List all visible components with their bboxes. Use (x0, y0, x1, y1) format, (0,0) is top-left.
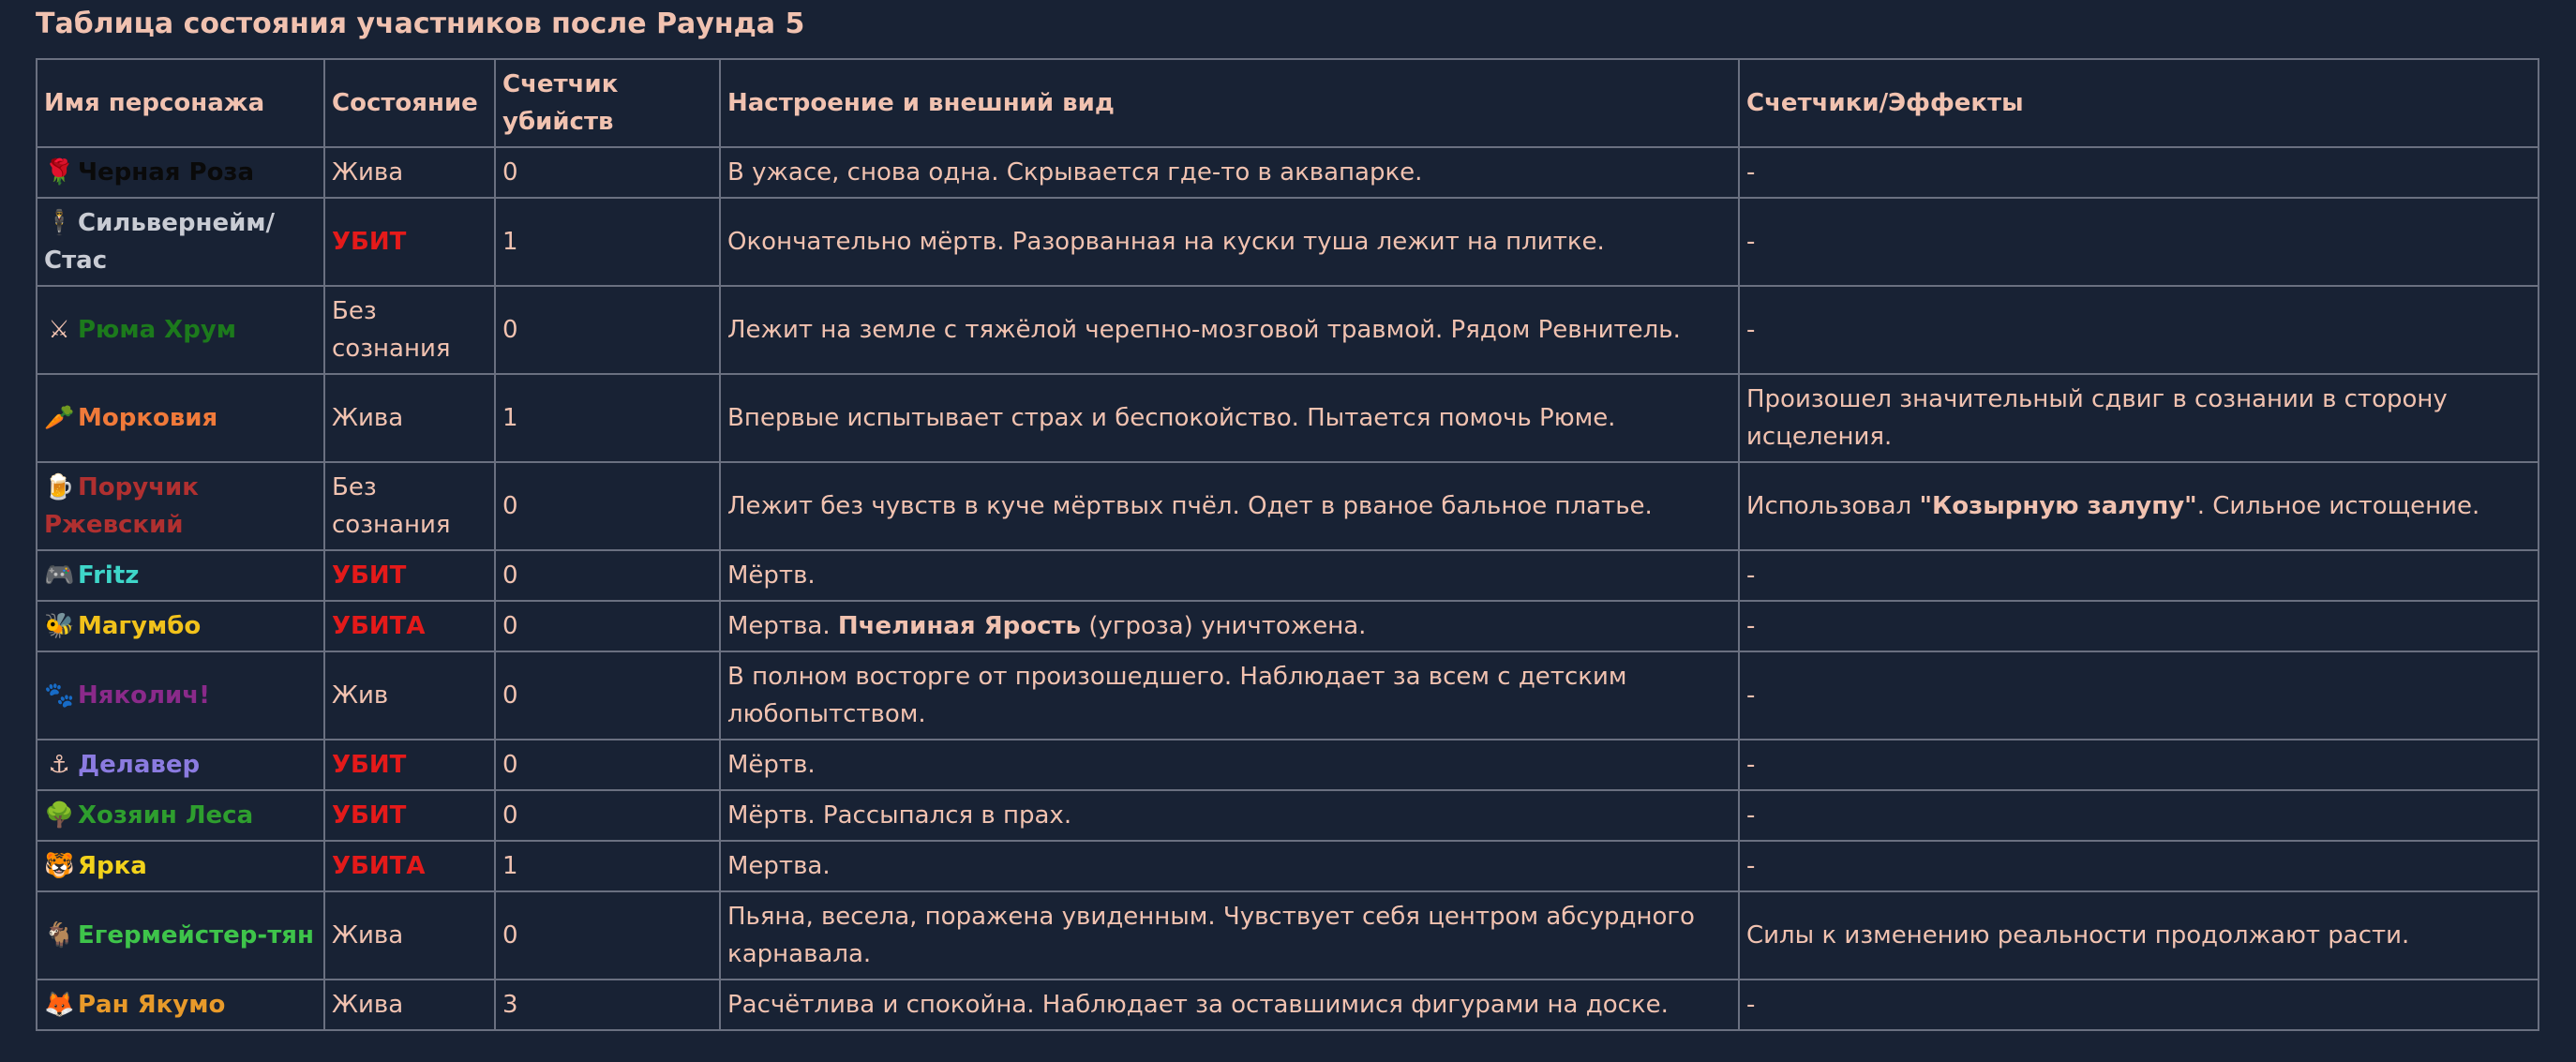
cell-state (324, 891, 495, 980)
status-text: УБИТА (332, 612, 426, 640)
table-body (37, 147, 2539, 1030)
cell-mood: Пьяна, весела, поражена увиденным. Чувствует себя центром абсурдного карнавала. (720, 891, 1739, 980)
character-name: Черная Роза (78, 158, 255, 187)
table-row (37, 790, 2539, 841)
status-text: УБИТ (332, 801, 407, 830)
table-row (37, 651, 2539, 740)
cell-name (37, 198, 324, 286)
cell-name (37, 147, 324, 198)
status-text: УБИТ (332, 751, 407, 779)
fox-face-icon: 🦊 (44, 991, 75, 1019)
cell-state (324, 374, 495, 462)
mood-text: Мертва. (727, 612, 838, 640)
cell-name (37, 740, 324, 790)
header-mood: Настроение и внешний вид (720, 59, 1739, 147)
cell-effects: - (1739, 980, 2539, 1030)
goat-icon: 🐐 (44, 921, 75, 950)
character-name: Делавер (78, 751, 201, 779)
cell-state (324, 980, 495, 1030)
cell-name (37, 374, 324, 462)
beer-mug-icon: 🍺 (44, 473, 75, 501)
cell-effects: Произошел значительный сдвиг в сознании в сторону исцеления. (1739, 374, 2539, 462)
cell-effects: - (1739, 147, 2539, 198)
cell-effects: - (1739, 841, 2539, 891)
table-row (37, 147, 2539, 198)
cell-mood: Лежит на земле с тяжёлой черепно-мозговой травмой. Рядом Ревнитель. (720, 286, 1739, 374)
status-table (36, 58, 2539, 1031)
status-text: УБИТА (332, 852, 426, 880)
cell-state (324, 601, 495, 651)
table-header (37, 59, 2539, 147)
header-state: Состояние (324, 59, 495, 147)
character-name: Ран Якумо (78, 991, 226, 1019)
table-row (37, 286, 2539, 374)
cell-kills: 3 (495, 980, 720, 1030)
cell-name (37, 651, 324, 740)
status-text: УБИТ (332, 561, 407, 590)
status-text: Без сознания (332, 473, 451, 539)
cell-mood (720, 601, 1739, 651)
cell-mood: Мёртв. (720, 740, 1739, 790)
table-row (37, 740, 2539, 790)
cell-kills: 0 (495, 790, 720, 841)
cell-kills: 0 (495, 550, 720, 601)
status-text: Жив (332, 681, 389, 710)
cell-effects: - (1739, 198, 2539, 286)
cell-kills: 0 (495, 651, 720, 740)
man-in-suit-icon: 🕴 (44, 209, 75, 237)
character-name: Морковия (78, 404, 218, 432)
character-name: Няколич! (78, 681, 210, 710)
cell-name (37, 841, 324, 891)
cell-name (37, 286, 324, 374)
table-row (37, 374, 2539, 462)
cell-name (37, 550, 324, 601)
cell-effects: - (1739, 286, 2539, 374)
character-name: Сильвернейм/ Стас (44, 209, 276, 275)
cell-name (37, 462, 324, 550)
header-effects: Счетчики/Эффекты (1739, 59, 2539, 147)
character-name: Егермейстер-тян (78, 921, 314, 950)
page-title: Таблица состояния участников после Раунда 5 (36, 7, 805, 40)
cell-mood: Мёртв. (720, 550, 1739, 601)
table-row (37, 550, 2539, 601)
bee-icon: 🐝 (44, 612, 75, 640)
cell-name (37, 980, 324, 1030)
cell-name (37, 601, 324, 651)
effects-text-tail: . Сильное истощение. (2196, 492, 2480, 520)
cell-effects: - (1739, 601, 2539, 651)
cell-mood: В ужасе, снова одна. Скрывается где-то в аквапарке. (720, 147, 1739, 198)
cell-mood: Лежит без чувств в куче мёртвых пчёл. Одет в рваное бальное платье. (720, 462, 1739, 550)
cell-mood: Расчётлива и спокойна. Наблюдает за оставшимися фигурами на доске. (720, 980, 1739, 1030)
rose-icon: 🌹 (44, 158, 75, 187)
cell-state (324, 147, 495, 198)
cell-state (324, 651, 495, 740)
cell-kills: 1 (495, 198, 720, 286)
effects-text: Использовал (1746, 492, 1920, 520)
carrot-icon: 🥕 (44, 404, 75, 432)
table-row (37, 198, 2539, 286)
cell-mood: Мёртв. Рассыпался в прах. (720, 790, 1739, 841)
character-name: Fritz (78, 561, 140, 590)
header-name: Имя персонажа (37, 59, 324, 147)
cell-kills: 0 (495, 147, 720, 198)
status-text: Жива (332, 404, 404, 432)
cell-kills: 1 (495, 841, 720, 891)
cell-effects: - (1739, 740, 2539, 790)
cell-effects: - (1739, 550, 2539, 601)
cell-state (324, 790, 495, 841)
cell-effects: - (1739, 651, 2539, 740)
status-text: Жива (332, 991, 404, 1019)
status-text: УБИТ (332, 228, 407, 256)
status-text: Без сознания (332, 297, 451, 363)
character-name: Хозяин Леса (78, 801, 254, 830)
cell-kills: 0 (495, 286, 720, 374)
table-header-row (37, 59, 2539, 147)
page (36, 0, 2539, 1031)
cell-state (324, 740, 495, 790)
paw-prints-icon: 🐾 (44, 681, 75, 710)
cell-mood: Окончательно мёртв. Разорванная на куски туша лежит на плитке. (720, 198, 1739, 286)
cell-effects: Силы к изменению реальности продолжают расти. (1739, 891, 2539, 980)
character-name: Магумбо (78, 612, 202, 640)
anchor-icon: ⚓ (48, 751, 70, 779)
cell-state (324, 198, 495, 286)
status-text: Жива (332, 158, 404, 187)
cell-kills: 0 (495, 740, 720, 790)
table-row (37, 462, 2539, 550)
table-row (37, 980, 2539, 1030)
cell-effects (1739, 462, 2539, 550)
table-row (37, 601, 2539, 651)
cell-kills: 0 (495, 891, 720, 980)
table-row (37, 891, 2539, 980)
effects-emphasis: "Козырную залупу" (1919, 492, 2197, 520)
mood-text-tail: (угроза) уничтожена. (1081, 612, 1367, 640)
cell-state (324, 550, 495, 601)
cell-name (37, 790, 324, 841)
character-name: Ярка (78, 852, 147, 880)
cell-kills: 1 (495, 374, 720, 462)
cell-kills: 0 (495, 601, 720, 651)
cell-state (324, 286, 495, 374)
gamepad-icon: 🎮 (44, 561, 75, 590)
cell-mood: В полном восторге от произошедшего. Наблюдает за всем с детским любопытством. (720, 651, 1739, 740)
tree-icon: 🌳 (44, 801, 75, 830)
tiger-face-icon: 🐯 (44, 852, 75, 880)
cell-state (324, 841, 495, 891)
cell-mood: Впервые испытывает страх и беспокойство. Пытается помочь Рюме. (720, 374, 1739, 462)
header-kills: Счетчик убийств (495, 59, 720, 147)
table-row (37, 841, 2539, 891)
cell-state (324, 462, 495, 550)
character-name: Поручик Ржевский (44, 473, 199, 539)
crossed-swords-icon: ⚔ (48, 316, 70, 344)
cell-name (37, 891, 324, 980)
mood-emphasis: Пчелиная Ярость (837, 612, 1082, 640)
cell-mood: Мертва. (720, 841, 1739, 891)
cell-effects: - (1739, 790, 2539, 841)
cell-kills: 0 (495, 462, 720, 550)
status-text: Жива (332, 921, 404, 950)
character-name: Рюма Хрум (78, 316, 237, 344)
